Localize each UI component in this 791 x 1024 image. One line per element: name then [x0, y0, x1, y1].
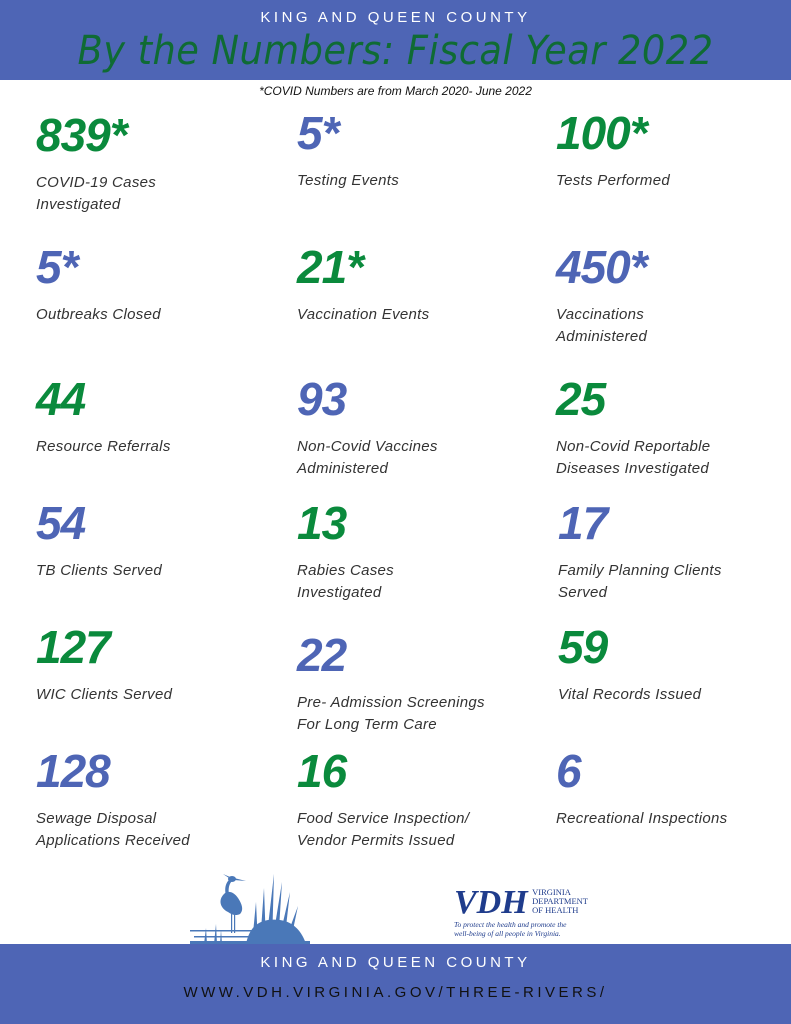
stat-value: 44: [36, 373, 86, 425]
header-county: KING AND QUEEN COUNTY: [260, 9, 531, 26]
stat-vital-records: [558, 621, 788, 706]
stat-value: 21*: [297, 241, 364, 293]
stat-value: 839*: [36, 109, 127, 161]
stat-wic-clients: [36, 621, 266, 706]
header-banner: [0, 0, 791, 80]
stat-recreational-inspections: [556, 745, 786, 830]
stat-value: 25: [556, 373, 606, 425]
stat-label: Outbreaks Closed: [36, 306, 161, 323]
stat-value: 5*: [36, 241, 78, 293]
stat-value: 127: [36, 621, 110, 673]
stat-outbreaks-closed: [36, 241, 266, 326]
covid-note: *COVID Numbers are from March 2020- June 2022: [259, 84, 532, 98]
stat-testing-events: [297, 107, 527, 192]
stat-label: Family Planning Clients Served: [558, 562, 722, 601]
footer-county: KING AND QUEEN COUNTY: [260, 954, 531, 971]
stat-value: 6: [556, 745, 581, 797]
stat-vaccinations-administered: [556, 241, 786, 348]
stat-label: Non-Covid Reportable Diseases Investigated: [556, 438, 711, 477]
stat-label: Vaccinations Administered: [556, 306, 648, 345]
stat-sewage-disposal: [36, 745, 266, 852]
stat-noncovid-diseases: [556, 373, 786, 480]
stat-family-planning: [558, 497, 788, 604]
stat-label: Testing Events: [297, 172, 400, 189]
stat-value: 54: [36, 497, 86, 549]
stat-noncovid-vaccines: [297, 373, 527, 480]
stat-value: 93: [297, 373, 347, 425]
stat-label: Non-Covid Vaccines Administered: [297, 438, 438, 477]
footer-url-link[interactable]: WWW.VDH.VIRGINIA.GOV/THREE-RIVERS/: [183, 984, 608, 1001]
stat-label: WIC Clients Served: [36, 686, 173, 703]
stat-resource-referrals: [36, 373, 266, 458]
stat-value: 59: [558, 621, 608, 673]
stat-label: Rabies Cases Investigated: [297, 562, 394, 601]
stat-value: 450*: [556, 241, 647, 293]
heron-marsh-icon: [190, 868, 320, 944]
stat-label: Recreational Inspections: [556, 810, 728, 827]
stat-value: 5*: [297, 107, 339, 159]
stat-label: Pre- Admission Screenings For Long Term Care: [297, 694, 485, 733]
stat-value: 16: [297, 745, 347, 797]
footer-banner: [0, 944, 791, 1024]
stat-label: Vital Records Issued: [558, 686, 702, 703]
stat-value: 22: [297, 629, 347, 681]
vdh-tagline: To protect the health and promote the well-being of all people in Virginia.: [454, 920, 567, 938]
stat-preadmission-screenings: [297, 629, 527, 736]
stat-label: Resource Referrals: [36, 438, 171, 455]
stat-label: Tests Performed: [556, 172, 670, 189]
stat-label: TB Clients Served: [36, 562, 162, 579]
stat-label: Sewage Disposal Applications Received: [36, 810, 190, 849]
stat-tb-clients: [36, 497, 266, 582]
vdh-department-name: VIRGINIA DEPARTMENT OF HEALTH: [532, 887, 588, 915]
vdh-mark: VDH: [454, 884, 528, 921]
stat-label: Food Service Inspection/ Vendor Permits Issued: [297, 810, 470, 849]
stat-value: 100*: [556, 107, 647, 159]
stat-label: COVID-19 Cases Investigated: [36, 174, 157, 213]
vdh-logo: [454, 886, 588, 938]
stat-tests-performed: [556, 107, 786, 192]
stat-value: 17: [558, 497, 608, 549]
stat-value: 128: [36, 745, 110, 797]
stat-food-service: [297, 745, 527, 852]
stat-label: Vaccination Events: [297, 306, 430, 323]
logos-area: [0, 868, 791, 944]
stat-covid-cases: [36, 109, 266, 216]
stat-vaccination-events: [297, 241, 527, 326]
stat-rabies-cases: [297, 497, 527, 604]
page-title: By the Numbers: Fiscal Year 2022: [77, 28, 714, 74]
stat-value: 13: [297, 497, 347, 549]
